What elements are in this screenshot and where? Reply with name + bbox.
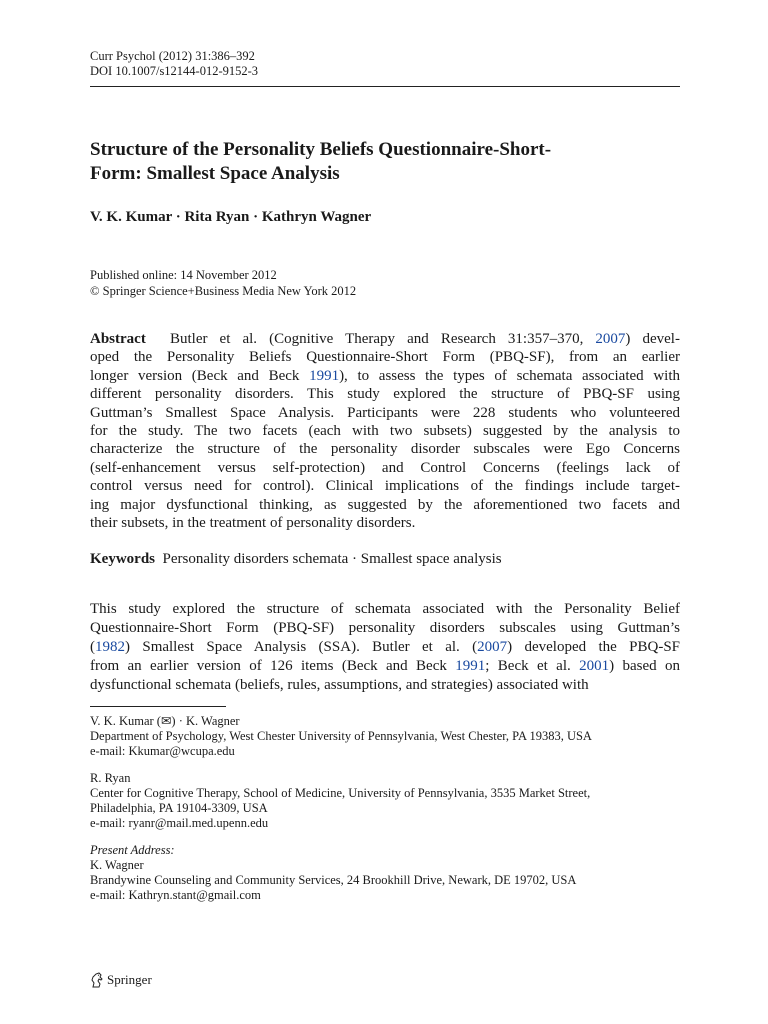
body-text xyxy=(90,600,680,695)
title-line: Form: Smallest Space Analysis xyxy=(90,163,340,184)
title-line: Structure of the Personality Beliefs Questionnaire-Short- xyxy=(90,139,552,160)
text-line xyxy=(90,404,680,422)
copyright: © Springer Science+Business Media New York 2012 xyxy=(90,283,357,298)
text-segment: ing major dysfunctional thinking, as suggested by the aforementioned two facets and xyxy=(90,496,680,513)
text-segment: longer version (Beck and Beck xyxy=(90,367,310,384)
publisher-logo xyxy=(90,972,152,988)
article-title xyxy=(90,138,680,186)
text-segment: ) devel- xyxy=(625,331,680,347)
text-segment: for the study. The two facets (each with two subsets) suggested by the analysis to xyxy=(90,423,680,440)
text-segment: their subsets, in the treatment of personality disorders. xyxy=(90,515,416,532)
affiliation-line: Philadelphia, PA 19104-3309, USA xyxy=(90,801,268,815)
text-segment: dysfunctional schemata (beliefs, rules, assumptions, and strategies) associated with xyxy=(90,677,589,693)
citation-link[interactable]: 2001 xyxy=(579,658,610,674)
citation-link[interactable]: 1982 xyxy=(95,639,125,655)
abstract-text xyxy=(90,330,680,532)
journal-citation: Curr Psychol (2012) 31:386–392 xyxy=(90,49,255,63)
text-line xyxy=(90,348,680,366)
keywords xyxy=(90,551,502,568)
text-segment: control versus need for control). Clinical implications of the findings include target- xyxy=(90,478,680,495)
publication-info xyxy=(90,268,356,299)
text-segment: characterize the structure of the personality disorder subscales were Ego Concerns xyxy=(90,441,680,458)
text-line xyxy=(90,330,680,348)
affiliation-block xyxy=(90,714,680,759)
abstract xyxy=(90,330,680,532)
email-link[interactable]: e-mail: ryanr@mail.med.upenn.edu xyxy=(90,816,269,830)
text-segment: ) based on xyxy=(609,658,681,674)
email-link[interactable]: e-mail: Kkumar@wcupa.edu xyxy=(90,744,235,758)
text-line xyxy=(90,385,680,403)
affiliation-line: Department of Psychology, West Chester University of Pennsylvania, West Chester, PA 19383, USA xyxy=(90,729,592,743)
affiliation-block xyxy=(90,771,680,831)
doi: DOI 10.1007/s12144-012-9152-3 xyxy=(90,64,259,78)
text-segment: (self-enhancement versus self-protection) and Control Concerns (feelings lack of xyxy=(90,459,680,476)
text-segment: Butler et al. (Cognitive Therapy and Research 31:357–370, xyxy=(169,331,596,347)
publisher-name: Springer xyxy=(107,972,152,987)
citation-link[interactable]: 2007 xyxy=(595,331,626,347)
text-segment: ; Beck et al. xyxy=(485,658,580,674)
body-paragraph xyxy=(90,600,680,695)
journal-header xyxy=(90,49,258,79)
springer-horse-icon xyxy=(90,972,104,988)
text-line xyxy=(90,496,680,514)
affiliation-block xyxy=(90,843,680,903)
text-line xyxy=(90,367,680,385)
text-segment: ( xyxy=(90,639,95,655)
text-line xyxy=(90,440,680,458)
text-segment: Guttman’s Smallest Space Analysis. Participants were 228 students who volunteered xyxy=(90,404,680,421)
affiliation-line: K. Wagner xyxy=(90,858,144,872)
text-line xyxy=(90,477,680,495)
header-rule xyxy=(90,86,680,87)
affiliation-line: Brandywine Counseling and Community Services, 24 Brookhill Drive, Newark, DE 19702, USA xyxy=(90,873,577,887)
text-segment: oped the Personality Beliefs Questionnaire-Short Form (PBQ-SF), from an earlier xyxy=(90,349,680,366)
text-segment: different personality disorders. This study explored the structure of PBQ-SF using xyxy=(90,386,680,403)
email-link[interactable]: e-mail: Kathryn.stant@gmail.com xyxy=(90,888,261,902)
footnote-rule xyxy=(90,706,226,707)
abstract-label: Abstract xyxy=(90,331,170,347)
author-list: V. K. Kumar · Rita Ryan · Kathryn Wagner xyxy=(90,209,372,225)
text-line xyxy=(90,459,680,477)
text-line xyxy=(90,619,680,638)
citation-link[interactable]: 1991 xyxy=(309,367,340,384)
text-segment: ), to assess the types of schemata associated with xyxy=(339,367,680,384)
text-line xyxy=(90,638,680,657)
text-line xyxy=(90,657,680,676)
text-segment: Questionnaire-Short Form (PBQ-SF) personality disorders subscales using Guttman’s xyxy=(90,620,680,636)
affiliation-line: Center for Cognitive Therapy, School of Medicine, University of Pennsylvania, 3535 Market Street, xyxy=(90,786,591,800)
citation-link[interactable]: 1991 xyxy=(455,658,486,674)
text-line xyxy=(90,514,680,532)
text-line xyxy=(90,676,680,695)
published-date: Published online: 14 November 2012 xyxy=(90,268,277,282)
text-segment: ) Smallest Space Analysis (SSA). Butler et al. ( xyxy=(125,639,478,655)
author-affiliations xyxy=(90,714,680,915)
keywords-label: Keywords xyxy=(90,551,155,567)
text-segment: ) developed the PBQ-SF xyxy=(507,639,681,655)
text-segment: from an earlier version of 126 items (Beck and Beck xyxy=(90,658,456,674)
text-line xyxy=(90,600,680,619)
affiliation-line: V. K. Kumar (✉) · K. Wagner xyxy=(90,714,240,728)
affiliation-line: R. Ryan xyxy=(90,771,131,785)
text-line xyxy=(90,422,680,440)
keywords-text: Personality disorders schemata · Smallest space analysis xyxy=(162,551,502,567)
citation-link[interactable]: 2007 xyxy=(477,639,508,655)
present-address-label: Present Address: xyxy=(90,843,175,857)
text-segment: This study explored the structure of schemata associated with the Personality Belief xyxy=(90,601,680,617)
